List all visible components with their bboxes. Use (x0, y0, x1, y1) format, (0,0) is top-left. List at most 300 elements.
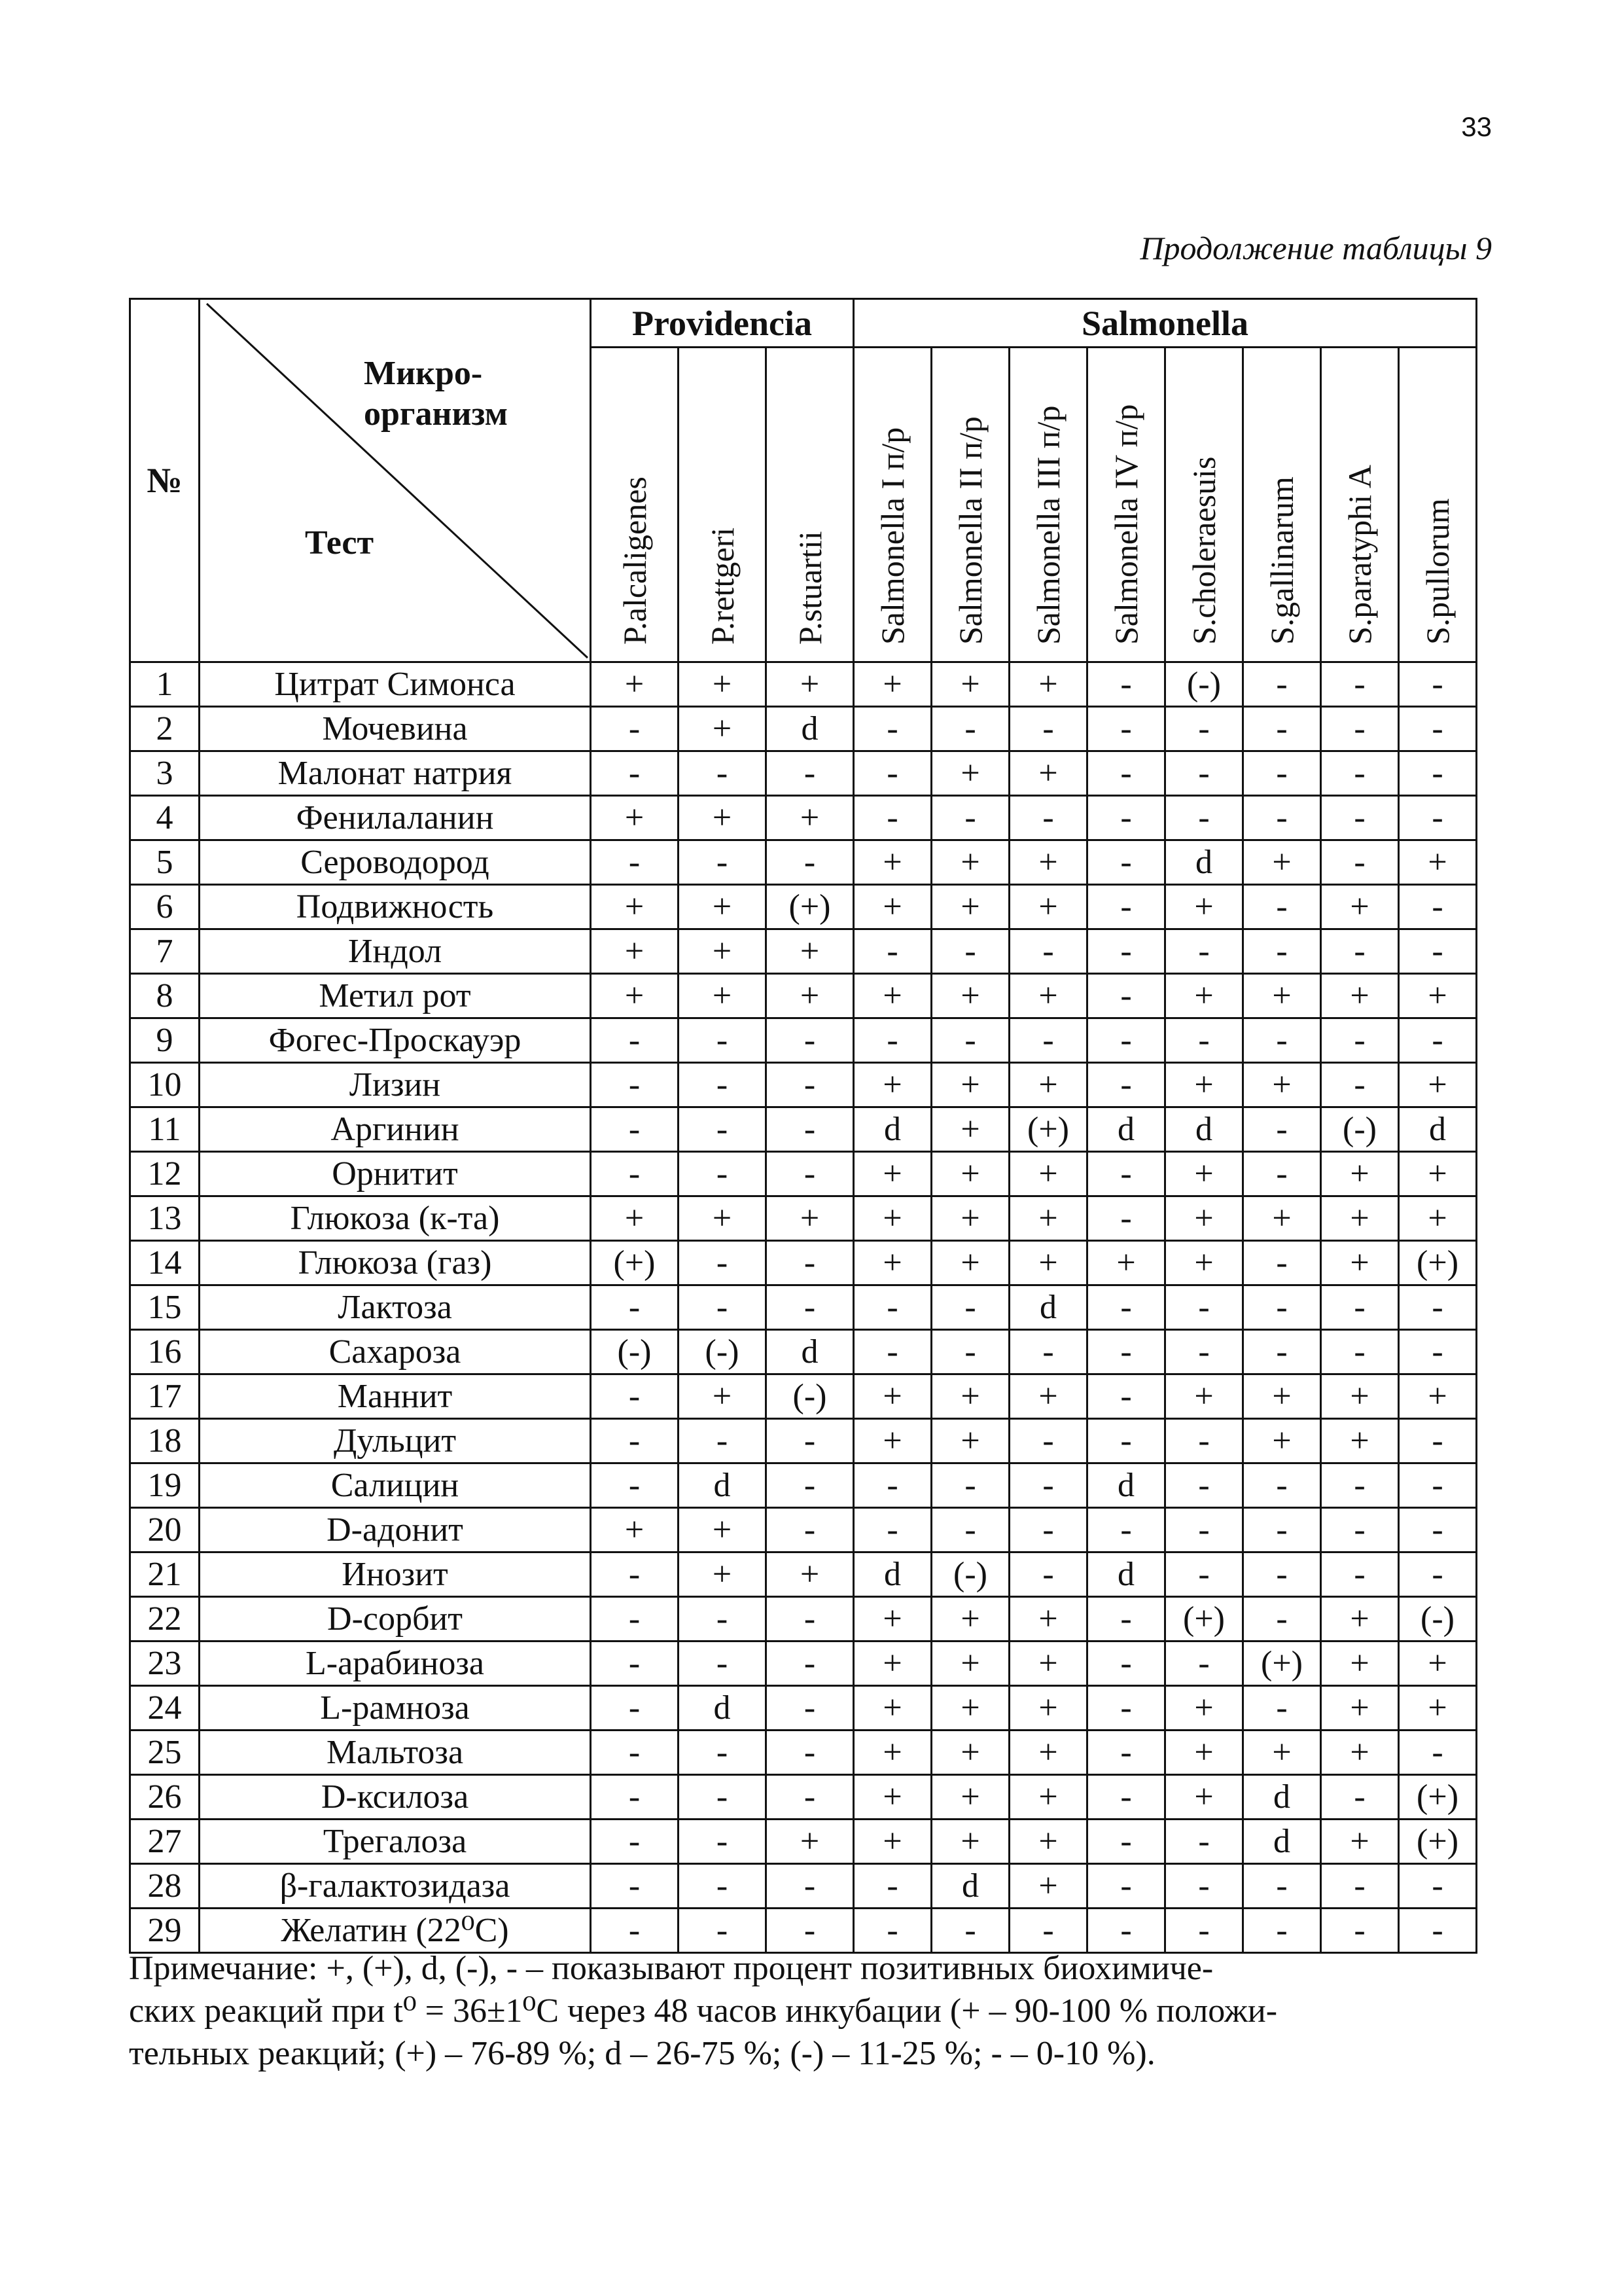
result-cell: - (854, 1285, 932, 1330)
result-cell: + (1010, 1820, 1087, 1864)
result-cell: - (1010, 1552, 1087, 1597)
result-cell: + (932, 1063, 1010, 1107)
group-providencia: Providencia (591, 299, 854, 348)
result-cell: + (1165, 1063, 1243, 1107)
table-row (130, 1107, 1477, 1152)
result-cell: - (1165, 1864, 1243, 1909)
table-row (130, 1463, 1477, 1508)
result-cell: - (1087, 1641, 1165, 1686)
row-number: 12 (130, 1152, 200, 1196)
result-cell: (+) (1399, 1241, 1477, 1285)
result-cell: - (932, 1463, 1010, 1508)
row-number: 14 (130, 1241, 200, 1285)
result-cell: + (1165, 885, 1243, 929)
test-name: Глюкоза (газ) (200, 1241, 591, 1285)
result-cell: - (1243, 751, 1321, 796)
organism-name: S.pullorum (1419, 497, 1456, 645)
result-cell: - (854, 796, 932, 840)
result-cell: + (679, 1374, 766, 1419)
result-cell: - (1010, 707, 1087, 751)
result-cell: + (1399, 1641, 1477, 1686)
result-cell: (-) (932, 1552, 1010, 1597)
result-cell: + (679, 796, 766, 840)
organism-name: S.paratyphi A (1341, 464, 1379, 645)
result-cell: - (766, 1063, 854, 1107)
result-cell: + (854, 1063, 932, 1107)
table-row (130, 1909, 1477, 1953)
result-cell: - (1399, 885, 1477, 929)
row-number: 27 (130, 1820, 200, 1864)
result-cell: - (932, 1018, 1010, 1063)
result-cell: + (854, 1641, 932, 1686)
result-cell: - (1321, 1063, 1399, 1107)
row-number: 11 (130, 1107, 200, 1152)
result-cell: - (1087, 1731, 1165, 1775)
result-cell: + (1243, 1731, 1321, 1775)
row-number: 10 (130, 1063, 200, 1107)
result-cell: - (1243, 1552, 1321, 1597)
result-cell: - (766, 1419, 854, 1463)
test-name: Сахароза (200, 1330, 591, 1374)
result-cell: + (932, 1152, 1010, 1196)
test-name: Мочевина (200, 707, 591, 751)
result-cell: - (1243, 1686, 1321, 1731)
result-cell: - (1243, 707, 1321, 751)
result-cell: + (1243, 840, 1321, 885)
result-cell: + (854, 974, 932, 1018)
result-cell: (-) (1165, 662, 1243, 707)
result-cell: + (1165, 974, 1243, 1018)
table-row (130, 1864, 1477, 1909)
result-cell: + (854, 1374, 932, 1419)
result-cell: + (932, 1241, 1010, 1285)
result-cell: + (1010, 1241, 1087, 1285)
result-cell: d (679, 1686, 766, 1731)
row-number: 17 (130, 1374, 200, 1419)
result-cell: - (932, 1909, 1010, 1953)
table-row (130, 840, 1477, 885)
result-cell: - (679, 1018, 766, 1063)
result-cell: - (1243, 1107, 1321, 1152)
result-cell: - (1399, 1864, 1477, 1909)
result-cell: + (1243, 1196, 1321, 1241)
result-cell: + (932, 1107, 1010, 1152)
table-row (130, 1820, 1477, 1864)
result-cell: - (591, 1909, 679, 1953)
result-cell: + (679, 1196, 766, 1241)
result-cell: (-) (766, 1374, 854, 1419)
result-cell: (+) (1165, 1597, 1243, 1641)
table-caption: Продолжение таблицы 9 (1140, 230, 1492, 266)
table-row (130, 1063, 1477, 1107)
result-cell: - (1243, 1909, 1321, 1953)
result-cell: + (1321, 1731, 1399, 1775)
result-cell: - (1010, 1463, 1087, 1508)
result-cell: + (1321, 1641, 1399, 1686)
result-cell: - (1010, 929, 1087, 974)
result-cell: + (1321, 1820, 1399, 1864)
result-cell: - (591, 1597, 679, 1641)
result-cell: - (766, 1731, 854, 1775)
result-cell: - (591, 1775, 679, 1820)
result-cell: - (766, 1641, 854, 1686)
result-cell: + (1321, 974, 1399, 1018)
result-cell: + (1010, 662, 1087, 707)
organism-name: Salmonella IV п/р (1108, 404, 1145, 645)
result-cell: - (932, 707, 1010, 751)
test-name: Лактоза (200, 1285, 591, 1330)
result-cell: - (679, 1731, 766, 1775)
result-cell: + (1165, 1374, 1243, 1419)
result-cell: - (1087, 1419, 1165, 1463)
result-cell: + (679, 1552, 766, 1597)
test-name: Маннит (200, 1374, 591, 1419)
result-cell: - (1321, 1330, 1399, 1374)
result-cell: - (1165, 1641, 1243, 1686)
organism-header (591, 348, 679, 662)
result-cell: + (1010, 1686, 1087, 1731)
row-number: 7 (130, 929, 200, 974)
table-row (130, 1552, 1477, 1597)
result-cell: (-) (591, 1330, 679, 1374)
result-cell: - (679, 1063, 766, 1107)
result-cell: + (932, 1641, 1010, 1686)
result-cell: - (1243, 1018, 1321, 1063)
result-cell: - (591, 1552, 679, 1597)
result-cell: - (1321, 751, 1399, 796)
result-cell: + (1165, 1152, 1243, 1196)
result-cell: + (766, 796, 854, 840)
result-cell: + (854, 1419, 932, 1463)
result-cell: - (1165, 1820, 1243, 1864)
result-cell: - (1087, 1063, 1165, 1107)
result-cell: - (1243, 1285, 1321, 1330)
result-cell: + (932, 840, 1010, 885)
organism-header (1087, 348, 1165, 662)
result-cell: - (766, 1107, 854, 1152)
row-number: 5 (130, 840, 200, 885)
result-cell: - (766, 1597, 854, 1641)
row-number: 19 (130, 1463, 200, 1508)
result-cell: - (1087, 1285, 1165, 1330)
result-cell: - (1243, 662, 1321, 707)
result-cell: d (766, 1330, 854, 1374)
result-cell: (+) (1399, 1820, 1477, 1864)
result-cell: + (591, 1508, 679, 1552)
result-cell: + (932, 1731, 1010, 1775)
result-cell: - (1321, 707, 1399, 751)
result-cell: d (1165, 840, 1243, 885)
result-cell: - (591, 1864, 679, 1909)
result-cell: - (679, 1775, 766, 1820)
result-cell: - (766, 1241, 854, 1285)
table-row (130, 707, 1477, 751)
organism-name: Salmonella II п/р (952, 416, 989, 645)
test-name: Аргинин (200, 1107, 591, 1152)
result-cell: - (766, 1508, 854, 1552)
result-cell: + (854, 840, 932, 885)
test-name: Салицин (200, 1463, 591, 1508)
result-cell: - (679, 1909, 766, 1953)
table-row (130, 929, 1477, 974)
organism-name: Salmonella III п/р (1030, 404, 1067, 645)
result-cell: - (1087, 1864, 1165, 1909)
result-cell: + (1010, 974, 1087, 1018)
table-row (130, 1330, 1477, 1374)
result-cell: - (1243, 1152, 1321, 1196)
result-cell: + (932, 1775, 1010, 1820)
test-label: Тест (305, 524, 374, 562)
result-cell: + (1399, 974, 1477, 1018)
result-cell: - (1243, 1508, 1321, 1552)
result-cell: + (932, 1597, 1010, 1641)
result-cell: + (1399, 840, 1477, 885)
result-cell: + (679, 929, 766, 974)
result-cell: - (1321, 662, 1399, 707)
table-row (130, 1508, 1477, 1552)
result-cell: + (1010, 1597, 1087, 1641)
result-cell: - (766, 1686, 854, 1731)
result-cell: (-) (1399, 1597, 1477, 1641)
result-cell: - (1321, 929, 1399, 974)
table-row (130, 1731, 1477, 1775)
result-cell: - (679, 1107, 766, 1152)
result-cell: - (1321, 1864, 1399, 1909)
result-cell: + (1165, 1686, 1243, 1731)
result-cell: d (854, 1107, 932, 1152)
result-cell: - (766, 1018, 854, 1063)
result-cell: (+) (1399, 1775, 1477, 1820)
result-cell: + (1243, 1374, 1321, 1419)
result-cell: + (1399, 1063, 1477, 1107)
result-cell: - (932, 929, 1010, 974)
result-cell: - (766, 1152, 854, 1196)
organism-header (1243, 348, 1321, 662)
footnote-line: ских реакций при t⁰ = 36±1⁰С через 48 часов инкубации (+ – 90-100 % положи- (129, 1992, 1278, 2030)
result-cell: - (1165, 1018, 1243, 1063)
result-cell: - (679, 1820, 766, 1864)
footnote-line: Примечание: +, (+), d, (-), - – показывают процент позитивных биохимиче- (129, 1950, 1214, 1987)
result-cell: + (1321, 1686, 1399, 1731)
result-cell: - (1165, 1330, 1243, 1374)
result-cell: - (679, 1419, 766, 1463)
result-cell: - (1243, 1241, 1321, 1285)
result-cell: + (1165, 1196, 1243, 1241)
row-number: 29 (130, 1909, 200, 1953)
result-cell: - (1399, 1419, 1477, 1463)
result-cell: - (854, 1909, 932, 1953)
result-cell: - (1399, 1330, 1477, 1374)
result-cell: - (1010, 1018, 1087, 1063)
result-cell: - (1087, 974, 1165, 1018)
result-cell: + (1321, 1374, 1399, 1419)
page-number: 33 (1461, 111, 1492, 142)
organism-header (679, 348, 766, 662)
result-cell: d (679, 1463, 766, 1508)
result-cell: - (1087, 929, 1165, 974)
result-cell: - (679, 1152, 766, 1196)
test-name: Желатин (22⁰С) (200, 1909, 591, 1953)
result-cell: + (854, 885, 932, 929)
result-cell: - (854, 1018, 932, 1063)
result-cell: + (1243, 974, 1321, 1018)
row-number: 26 (130, 1775, 200, 1820)
test-name: Инозит (200, 1552, 591, 1597)
result-cell: d (1165, 1107, 1243, 1152)
result-cell: - (1087, 1820, 1165, 1864)
result-cell: + (1321, 1241, 1399, 1285)
result-cell: + (1010, 1063, 1087, 1107)
footnote (129, 1947, 1477, 2075)
footnote-line: тельных реакций; (+) – 76-89 %; d – 26-75 %; (-) – 11-25 %; - – 0-10 %). (129, 2035, 1156, 2072)
result-cell: + (766, 929, 854, 974)
result-cell: + (1243, 1063, 1321, 1107)
result-cell: - (1010, 1508, 1087, 1552)
result-cell: + (679, 974, 766, 1018)
result-cell: - (591, 1463, 679, 1508)
result-cell: - (1321, 1018, 1399, 1063)
result-cell: + (1010, 1775, 1087, 1820)
row-number: 13 (130, 1196, 200, 1241)
result-cell: - (1321, 1552, 1399, 1597)
test-name: L-рамноза (200, 1686, 591, 1731)
result-cell: - (932, 1508, 1010, 1552)
result-cell: - (1321, 1285, 1399, 1330)
row-number: 9 (130, 1018, 200, 1063)
test-name: Метил рот (200, 974, 591, 1018)
result-cell: - (1321, 840, 1399, 885)
result-cell: + (1165, 1731, 1243, 1775)
result-cell: + (1321, 1597, 1399, 1641)
test-name: Глюкоза (к-та) (200, 1196, 591, 1241)
result-cell: - (679, 1597, 766, 1641)
result-cell: - (1399, 929, 1477, 974)
result-cell: + (932, 1374, 1010, 1419)
result-cell: - (591, 1107, 679, 1152)
result-cell: + (932, 974, 1010, 1018)
result-cell: - (854, 707, 932, 751)
result-cell: - (679, 1241, 766, 1285)
result-cell: + (854, 1152, 932, 1196)
organism-header (1399, 348, 1477, 662)
result-cell: - (1010, 1419, 1087, 1463)
corner-header (200, 299, 591, 662)
result-cell: d (932, 1864, 1010, 1909)
result-cell: - (1087, 1508, 1165, 1552)
result-cell: - (1165, 1419, 1243, 1463)
table-row (130, 1374, 1477, 1419)
result-cell: + (854, 1196, 932, 1241)
result-cell: d (1010, 1285, 1087, 1330)
result-cell: - (591, 1419, 679, 1463)
result-cell: + (854, 1820, 932, 1864)
result-cell: - (1087, 1018, 1165, 1063)
result-cell: - (1010, 1909, 1087, 1953)
result-cell: + (591, 974, 679, 1018)
table-row (130, 662, 1477, 707)
result-cell: - (1087, 1775, 1165, 1820)
microorganism-label (364, 353, 508, 435)
result-cell: - (1087, 885, 1165, 929)
test-name: Фогес-Проскауэр (200, 1018, 591, 1063)
organism-name: P.alcaligenes (616, 476, 653, 645)
result-cell: - (1165, 929, 1243, 974)
row-number: 28 (130, 1864, 200, 1909)
result-cell: + (1010, 1641, 1087, 1686)
result-cell: (+) (591, 1241, 679, 1285)
result-cell: + (766, 1196, 854, 1241)
row-number: 1 (130, 662, 200, 707)
result-cell: - (1399, 1463, 1477, 1508)
result-cell: - (854, 1463, 932, 1508)
result-cell: - (591, 1152, 679, 1196)
result-cell: + (854, 1731, 932, 1775)
result-cell: + (766, 662, 854, 707)
organism-header (1010, 348, 1087, 662)
row-number: 18 (130, 1419, 200, 1463)
result-cell: - (591, 1018, 679, 1063)
result-cell: + (1010, 1196, 1087, 1241)
result-cell: - (1399, 1909, 1477, 1953)
result-cell: - (1087, 1330, 1165, 1374)
table-row (130, 1241, 1477, 1285)
result-cell: - (679, 840, 766, 885)
test-name: D-адонит (200, 1508, 591, 1552)
row-number: 20 (130, 1508, 200, 1552)
test-name: Трегалоза (200, 1820, 591, 1864)
organism-name: S.choleraesuis (1186, 456, 1223, 645)
result-cell: - (854, 1864, 932, 1909)
microorganism-label-line2: организм (364, 395, 508, 433)
test-name: Подвижность (200, 885, 591, 929)
result-cell: + (1165, 1241, 1243, 1285)
result-cell: + (1399, 1152, 1477, 1196)
test-name: D-ксилоза (200, 1775, 591, 1820)
result-cell: + (1321, 1419, 1399, 1463)
result-cell: - (1243, 885, 1321, 929)
result-cell: - (1399, 1508, 1477, 1552)
table-row (130, 1196, 1477, 1241)
result-cell: - (1165, 1909, 1243, 1953)
result-cell: - (679, 1641, 766, 1686)
test-name: L-арабиноза (200, 1641, 591, 1686)
result-cell: - (1243, 796, 1321, 840)
result-cell: - (1010, 1330, 1087, 1374)
table-row (130, 1285, 1477, 1330)
row-number: 21 (130, 1552, 200, 1597)
result-cell: + (1010, 885, 1087, 929)
result-cell: - (1010, 796, 1087, 840)
result-cell: - (1087, 707, 1165, 751)
result-cell: + (766, 974, 854, 1018)
result-cell: + (1321, 885, 1399, 929)
table-row (130, 1686, 1477, 1731)
row-number: 15 (130, 1285, 200, 1330)
result-cell: - (1087, 840, 1165, 885)
result-cell: - (1243, 1864, 1321, 1909)
test-name: Дульцит (200, 1419, 591, 1463)
result-cell: - (932, 1285, 1010, 1330)
result-cell: - (1087, 751, 1165, 796)
organism-header (932, 348, 1010, 662)
result-cell: - (766, 840, 854, 885)
organism-name: P.stuartii (791, 530, 828, 645)
result-cell: - (1165, 1285, 1243, 1330)
organism-name: S.gallinarum (1263, 476, 1301, 645)
result-cell: + (932, 1820, 1010, 1864)
result-cell: + (591, 662, 679, 707)
result-cell: - (1399, 751, 1477, 796)
